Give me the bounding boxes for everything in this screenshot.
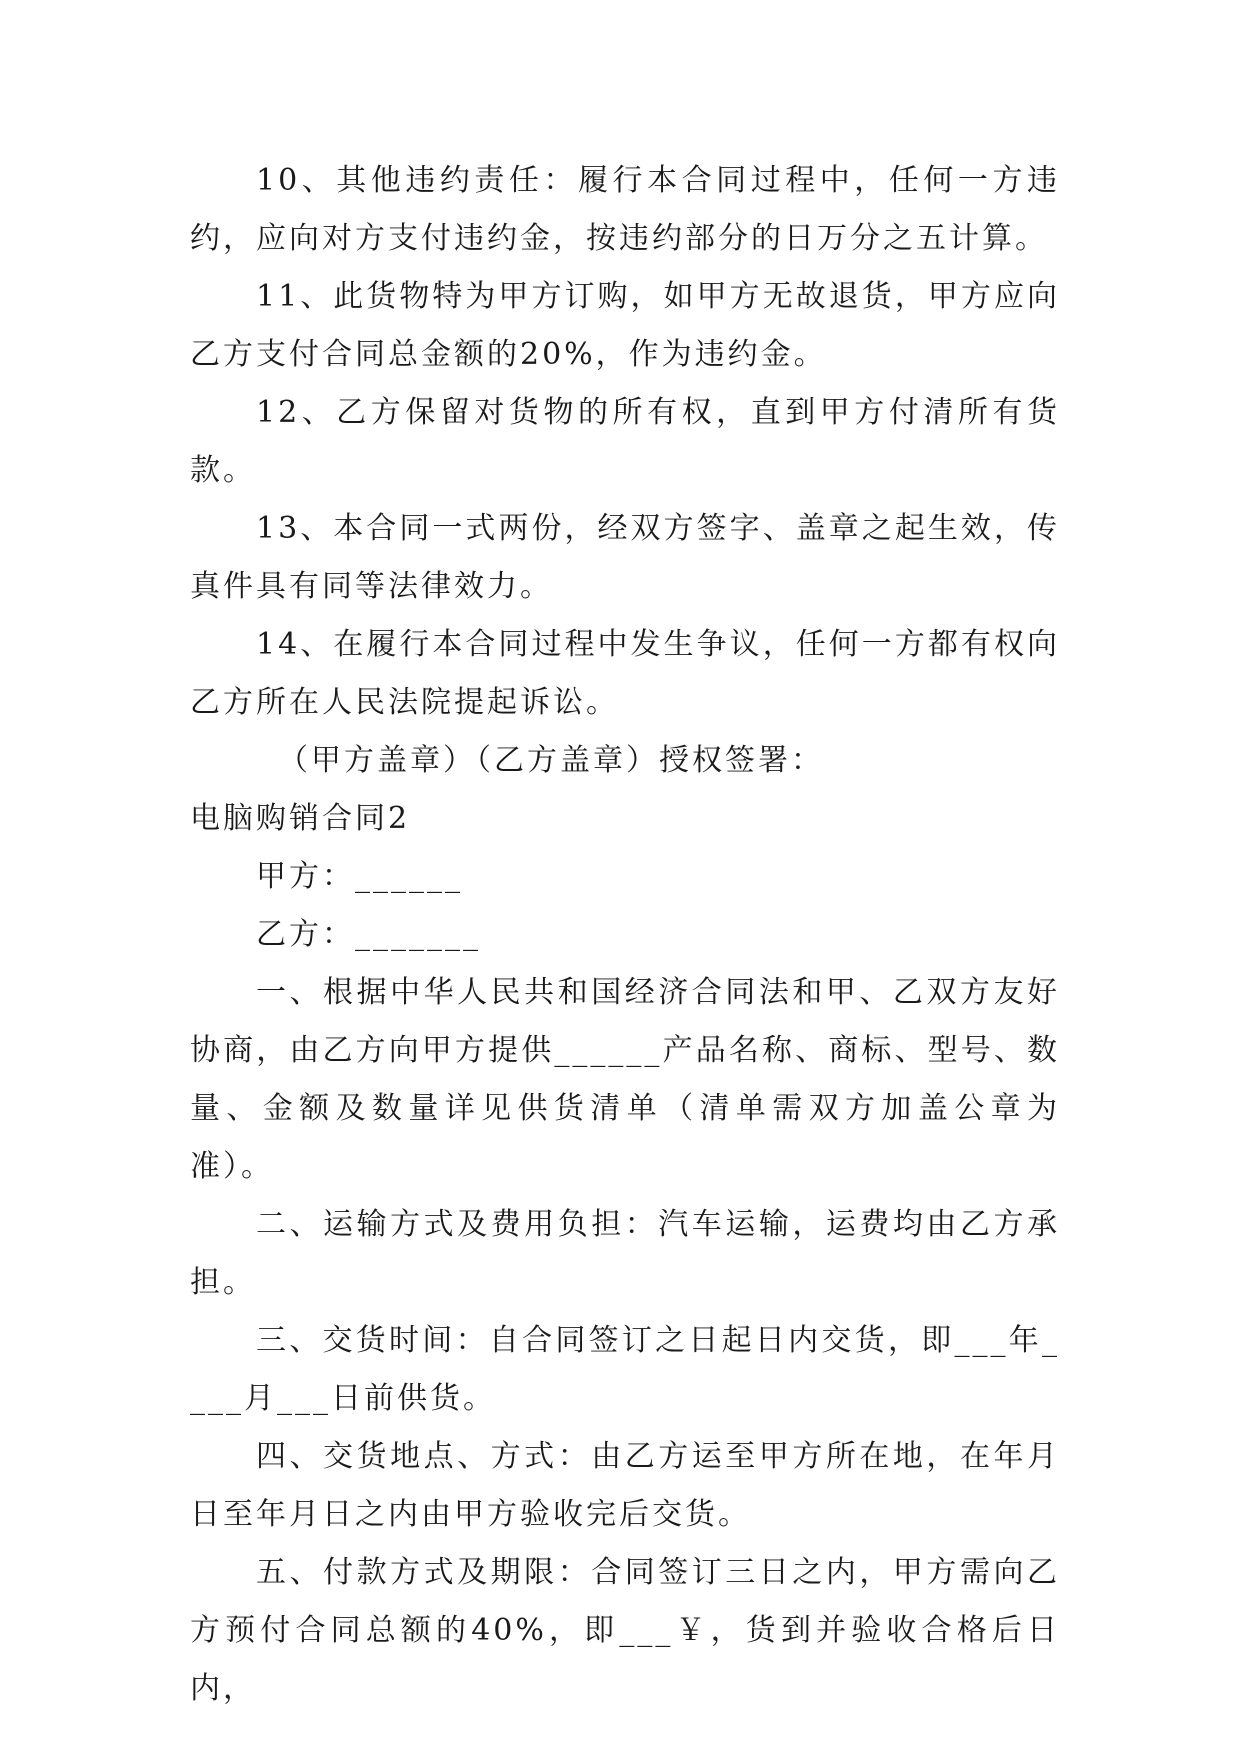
clause-13: 13、本合同一式两份，经双方签字、盖章之起生效，传真件具有同等法律效力。	[190, 511, 1060, 604]
seal-signature-line: （甲方盖章）（乙方盖章）授权签署：	[278, 743, 824, 778]
clause-2: 二、运输方式及费用负担：汽车运输，运费均由乙方承担。	[190, 1207, 1060, 1300]
clause-5: 五、付款方式及期限：合同签订三日之内，甲方需向乙方预付合同总额的40%，即___￥，货到并验收合格后日内，	[190, 1555, 1060, 1706]
clause-11: 11、此货物特为甲方订购，如甲方无故退货，甲方应向乙方支付合同总金额的20%，作为违约金。	[190, 279, 1060, 372]
clause-4: 四、交货地点、方式：由乙方运至甲方所在地，在年月日至年月日之内由甲方验收完后交货。	[190, 1439, 1060, 1532]
clause-3: 三、交货时间：自合同签订之日起日内交货，即___年____月___日前供货。	[190, 1323, 1060, 1416]
party-a-field: 甲方：______	[256, 859, 463, 894]
document-body	[190, 152, 1060, 1718]
clause-10: 10、其他违约责任：履行本合同过程中，任何一方违约，应向对方支付违约金，按违约部分的日万分之五计算。	[190, 163, 1060, 256]
clause-1: 一、根据中华人民共和国经济合同法和甲、乙双方友好协商，由乙方向甲方提供______产品名称、商标、型号、数量、金额及数量详见供货清单（清单需双方加盖公章为准）。	[190, 975, 1060, 1184]
clause-14: 14、在履行本合同过程中发生争议，任何一方都有权向乙方所在人民法院提起诉讼。	[190, 627, 1060, 720]
clause-12: 12、乙方保留对货物的所有权，直到甲方付清所有货款。	[190, 395, 1060, 488]
contract-2-title: 电脑购销合同2	[190, 801, 411, 836]
party-b-field: 乙方：_______	[256, 917, 481, 952]
